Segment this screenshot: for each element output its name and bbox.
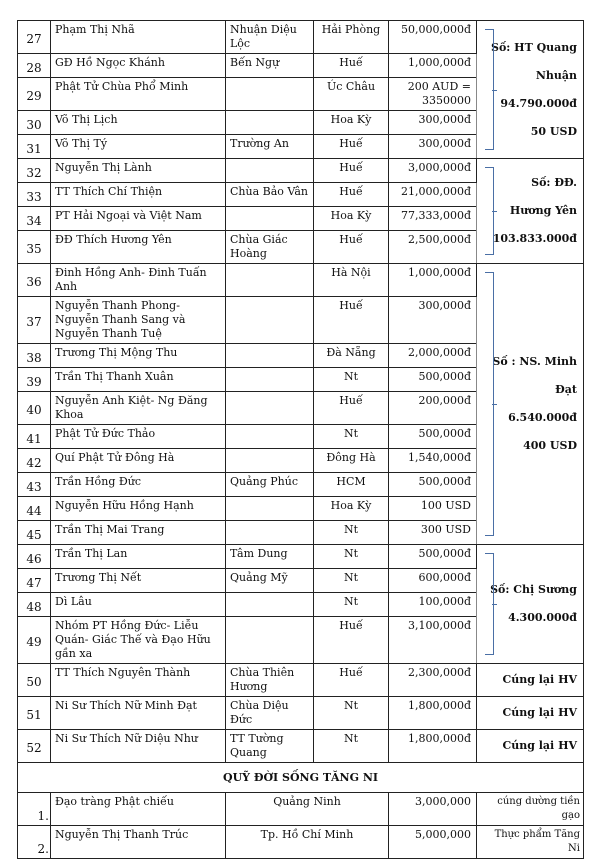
location: Nt [314, 368, 389, 392]
donor-name: PT Hải Ngoại và Việt Nam [51, 207, 226, 231]
fund-amount: 3,000,000 [389, 793, 477, 826]
temple-name [226, 264, 314, 297]
group-summary [477, 21, 584, 159]
location: Huế [314, 297, 389, 344]
row-number: 35 [18, 231, 51, 264]
location: Hải Phòng [314, 21, 389, 54]
row-number: 36 [18, 264, 51, 297]
donation-amount: 200,000đ [389, 392, 477, 425]
brace-tick [492, 90, 497, 91]
donation-amount: 100,000đ [389, 593, 477, 617]
fund-donor-name: Đạo tràng Phật chiếu [51, 793, 226, 826]
donor-name: Trương Thị Nết [51, 569, 226, 593]
donation-row [18, 545, 584, 569]
temple-name: Nhuận Diệu Lộc [226, 21, 314, 54]
brace-icon [485, 272, 494, 536]
donation-amount: 1,800,000đ [389, 697, 477, 730]
donor-name: Đinh Hồng Anh- Đinh Tuấn Anh [51, 264, 226, 297]
location: Hoa Kỳ [314, 497, 389, 521]
location: Huế [314, 231, 389, 264]
temple-name [226, 368, 314, 392]
temple-name [226, 593, 314, 617]
donation-amount: 2,500,000đ [389, 231, 477, 264]
row-number: 41 [18, 425, 51, 449]
location: HCM [314, 473, 389, 497]
summary-line: Số: HT Quang [491, 40, 577, 54]
summary-line: Hương Yên [509, 204, 577, 217]
row-number: 34 [18, 207, 51, 231]
temple-name [226, 497, 314, 521]
row-number: 33 [18, 183, 51, 207]
location: Đông Hà [314, 449, 389, 473]
summary-line: 94.790.000đ [500, 96, 577, 110]
donor-name: Trần Thị Thanh Xuân [51, 368, 226, 392]
donation-amount: 1,800,000đ [389, 730, 477, 763]
section-header-row [18, 763, 584, 793]
donation-amount: 100 USD [389, 497, 477, 521]
donor-name: Nhóm PT Hồng Đức- Liễu Quán- Giác Thế và Đạo Hữu gần xa [51, 617, 226, 664]
temple-name: Tâm Dung [226, 545, 314, 569]
donor-name: GĐ Hồ Ngọc Khánh [51, 54, 226, 78]
fund-row-number: 1. [18, 793, 51, 826]
donor-name: Ni Sư Thích Nữ Minh Đạt [51, 697, 226, 730]
donation-row [18, 697, 584, 730]
location: Hoa Kỳ [314, 111, 389, 135]
location: Nt [314, 569, 389, 593]
fund-donor-name: Nguyễn Thị Thanh Trúc [51, 826, 226, 859]
fund-note: Thực phẩm Tăng Ni [477, 826, 584, 859]
location: Nt [314, 545, 389, 569]
donation-amount: 500,000đ [389, 473, 477, 497]
donation-amount: 200 AUD = 3350000 [389, 78, 477, 111]
summary-line: Số : NS. Minh Đạt [492, 355, 577, 396]
location: Huế [314, 617, 389, 664]
location: Nt [314, 521, 389, 545]
row-number: 29 [18, 78, 51, 111]
temple-name [226, 111, 314, 135]
group-summary [477, 264, 584, 545]
donor-name: Trương Thị Mộng Thu [51, 344, 226, 368]
donation-document [17, 20, 583, 859]
summary-line: 4.300.000đ [508, 611, 577, 624]
donor-name: Trần Hồng Đức [51, 473, 226, 497]
group-summary [477, 545, 584, 664]
donation-row [18, 159, 584, 183]
donor-name: Phạm Thị Nhã [51, 21, 226, 54]
donation-amount: 300,000đ [389, 111, 477, 135]
donation-amount: 300,000đ [389, 297, 477, 344]
row-note: Cúng lại HV [477, 730, 584, 763]
donation-amount: 3,100,000đ [389, 617, 477, 664]
row-number: 39 [18, 368, 51, 392]
temple-name: Chùa Diệu Đức [226, 697, 314, 730]
donor-name: Phật Tử Chùa Phổ Minh [51, 78, 226, 111]
donation-amount: 2,300,000đ [389, 664, 477, 697]
row-number: 40 [18, 392, 51, 425]
donation-amount: 1,540,000đ [389, 449, 477, 473]
fund-location: Tp. Hồ Chí Minh [226, 826, 389, 859]
brace-tick [492, 604, 497, 605]
row-number: 48 [18, 593, 51, 617]
donor-name: Trần Thị Mai Trang [51, 521, 226, 545]
temple-name: TT Tường Quang [226, 730, 314, 763]
temple-name: Chùa Bảo Vân [226, 183, 314, 207]
donor-name: Dì Lâu [51, 593, 226, 617]
donation-amount: 600,000đ [389, 569, 477, 593]
donor-name: Trần Thị Lan [51, 545, 226, 569]
temple-name: Quảng Mỹ [226, 569, 314, 593]
donation-amount: 3,000,000đ [389, 159, 477, 183]
temple-name [226, 521, 314, 545]
location: Nt [314, 697, 389, 730]
location: Úc Châu [314, 78, 389, 111]
summary-line: Số: ĐĐ. [531, 176, 577, 189]
summary-line: 400 USD [523, 439, 577, 452]
group-summary [477, 159, 584, 264]
donation-row [18, 730, 584, 763]
donor-name: Nguyễn Thị Lành [51, 159, 226, 183]
brace-tick [492, 211, 497, 212]
temple-name [226, 159, 314, 183]
temple-name: Chùa Thiên Hương [226, 664, 314, 697]
temple-name [226, 78, 314, 111]
row-number: 27 [18, 21, 51, 54]
row-note: Cúng lại HV [477, 664, 584, 697]
donor-name: Nguyễn Thanh Phong- Nguyễn Thanh Sang và Nguyễn Thanh Tuệ [51, 297, 226, 344]
row-number: 43 [18, 473, 51, 497]
temple-name [226, 425, 314, 449]
section-title: QUỸ ĐỜI SỐNG TĂNG NI [18, 763, 584, 793]
donation-amount: 1,000,000đ [389, 264, 477, 297]
donation-amount: 300 USD [389, 521, 477, 545]
brace-tick [492, 404, 497, 405]
donation-amount: 500,000đ [389, 425, 477, 449]
location: Hà Nội [314, 264, 389, 297]
temple-name [226, 449, 314, 473]
donation-table [17, 20, 584, 859]
brace-icon [485, 553, 494, 655]
row-number: 52 [18, 730, 51, 763]
donation-amount: 500,000đ [389, 545, 477, 569]
row-number: 37 [18, 297, 51, 344]
temple-name [226, 344, 314, 368]
fund-row-number: 2. [18, 826, 51, 859]
fund-amount: 5,000,000 [389, 826, 477, 859]
row-number: 47 [18, 569, 51, 593]
row-number: 31 [18, 135, 51, 159]
location: Huế [314, 135, 389, 159]
summary-line: Số: Chị Sương [490, 583, 577, 596]
donation-amount: 1,000,000đ [389, 54, 477, 78]
temple-name: Trường An [226, 135, 314, 159]
location: Nt [314, 730, 389, 763]
location: Huế [314, 392, 389, 425]
location: Huế [314, 183, 389, 207]
location: Hoa Kỳ [314, 207, 389, 231]
summary-line: Nhuận [535, 68, 577, 82]
summary-line: 50 USD [530, 124, 577, 138]
temple-name [226, 392, 314, 425]
temple-name: Chùa Giác Hoàng [226, 231, 314, 264]
temple-name [226, 297, 314, 344]
donor-name: ĐĐ Thích Hương Yên [51, 231, 226, 264]
temple-name [226, 617, 314, 664]
summary-line: 103.833.000đ [492, 232, 577, 245]
location: Huế [314, 54, 389, 78]
temple-name: Quảng Phúc [226, 473, 314, 497]
fund-row [18, 793, 584, 826]
donor-name: Võ Thị Lịch [51, 111, 226, 135]
temple-name [226, 207, 314, 231]
row-number: 44 [18, 497, 51, 521]
donation-row [18, 264, 584, 297]
location: Nt [314, 593, 389, 617]
fund-note: cúng dường tiền gạo [477, 793, 584, 826]
donation-amount: 50,000,000đ [389, 21, 477, 54]
row-number: 51 [18, 697, 51, 730]
donation-amount: 77,333,000đ [389, 207, 477, 231]
donor-name: Nguyễn Hữu Hồng Hạnh [51, 497, 226, 521]
donor-name: Võ Thị Tý [51, 135, 226, 159]
row-number: 30 [18, 111, 51, 135]
summary-line: 6.540.000đ [508, 411, 577, 424]
fund-location: Quảng Ninh [226, 793, 389, 826]
row-number: 50 [18, 664, 51, 697]
donation-row [18, 21, 584, 54]
location: Nt [314, 425, 389, 449]
brace-icon [485, 167, 494, 255]
location: Huế [314, 159, 389, 183]
donor-name: Phật Tử Đức Thảo [51, 425, 226, 449]
row-number: 42 [18, 449, 51, 473]
donor-name: Ni Sư Thích Nữ Diệu Như [51, 730, 226, 763]
location: Huế [314, 664, 389, 697]
donor-name: Nguyễn Anh Kiệt- Ng Đăng Khoa [51, 392, 226, 425]
row-number: 32 [18, 159, 51, 183]
fund-row [18, 826, 584, 859]
donation-amount: 21,000,000đ [389, 183, 477, 207]
location: Đà Nẵng [314, 344, 389, 368]
row-number: 45 [18, 521, 51, 545]
donation-amount: 500,000đ [389, 368, 477, 392]
donor-name: TT Thích Nguyên Thành [51, 664, 226, 697]
row-number: 28 [18, 54, 51, 78]
row-number: 49 [18, 617, 51, 664]
donation-amount: 2,000,000đ [389, 344, 477, 368]
row-number: 38 [18, 344, 51, 368]
row-number: 46 [18, 545, 51, 569]
donation-amount: 300,000đ [389, 135, 477, 159]
temple-name: Bến Ngự [226, 54, 314, 78]
row-note: Cúng lại HV [477, 697, 584, 730]
donor-name: Quí Phật Tử Đông Hà [51, 449, 226, 473]
donor-name: TT Thích Chí Thiện [51, 183, 226, 207]
donation-row [18, 664, 584, 697]
brace-icon [485, 29, 494, 150]
